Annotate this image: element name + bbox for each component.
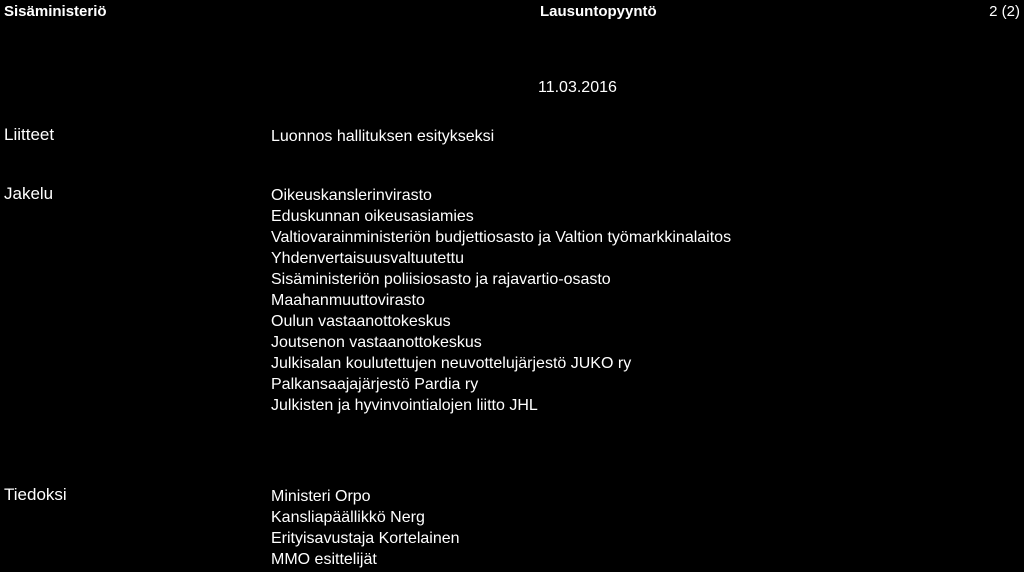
- list-item: Erityisavustaja Kortelainen: [271, 530, 460, 547]
- section-label-tiedoksi: Tiedoksi: [4, 485, 67, 504]
- list-item: Maahanmuuttovirasto: [271, 292, 425, 309]
- list-item: Luonnos hallituksen esitykseksi: [271, 128, 495, 145]
- list-item: Julkisten ja hyvinvointialojen liitto JHL: [271, 397, 538, 414]
- list-item: Ministeri Orpo: [271, 488, 371, 505]
- list-item: Yhdenvertaisuusvaltuutettu: [271, 250, 465, 267]
- header-page-number: 2 (2): [989, 3, 1020, 20]
- jakelu-list: [271, 185, 731, 416]
- document-date: 11.03.2016: [538, 79, 617, 96]
- list-item: Oikeuskanslerinvirasto: [271, 187, 432, 204]
- list-item: MMO esittelijät: [271, 551, 377, 568]
- list-item: Eduskunnan oikeusasiamies: [271, 208, 474, 225]
- section-label-jakelu: Jakelu: [4, 184, 54, 203]
- section-label-liitteet: Liitteet: [4, 125, 55, 144]
- tiedoksi-list: [271, 486, 460, 570]
- list-item: Joutsenon vastaanottokeskus: [271, 334, 482, 351]
- list-item: Valtiovarainministeriön budjettiosasto ja Valtion työmarkkinalaitos: [271, 229, 732, 246]
- list-item: Palkansaajajärjestö Pardia ry: [271, 376, 479, 393]
- liitteet-list: [271, 126, 494, 147]
- list-item: Sisäministeriön poliisiosasto ja rajavartio-osasto: [271, 271, 611, 288]
- header-document-type: Lausuntopyyntö: [540, 3, 657, 20]
- list-item: Julkisalan koulutettujen neuvottelujärjestö JUKO ry: [271, 355, 632, 372]
- header-organization: Sisäministeriö: [4, 3, 107, 20]
- list-item: Kansliapäällikkö Nerg: [271, 509, 425, 526]
- list-item: Oulun vastaanottokeskus: [271, 313, 451, 330]
